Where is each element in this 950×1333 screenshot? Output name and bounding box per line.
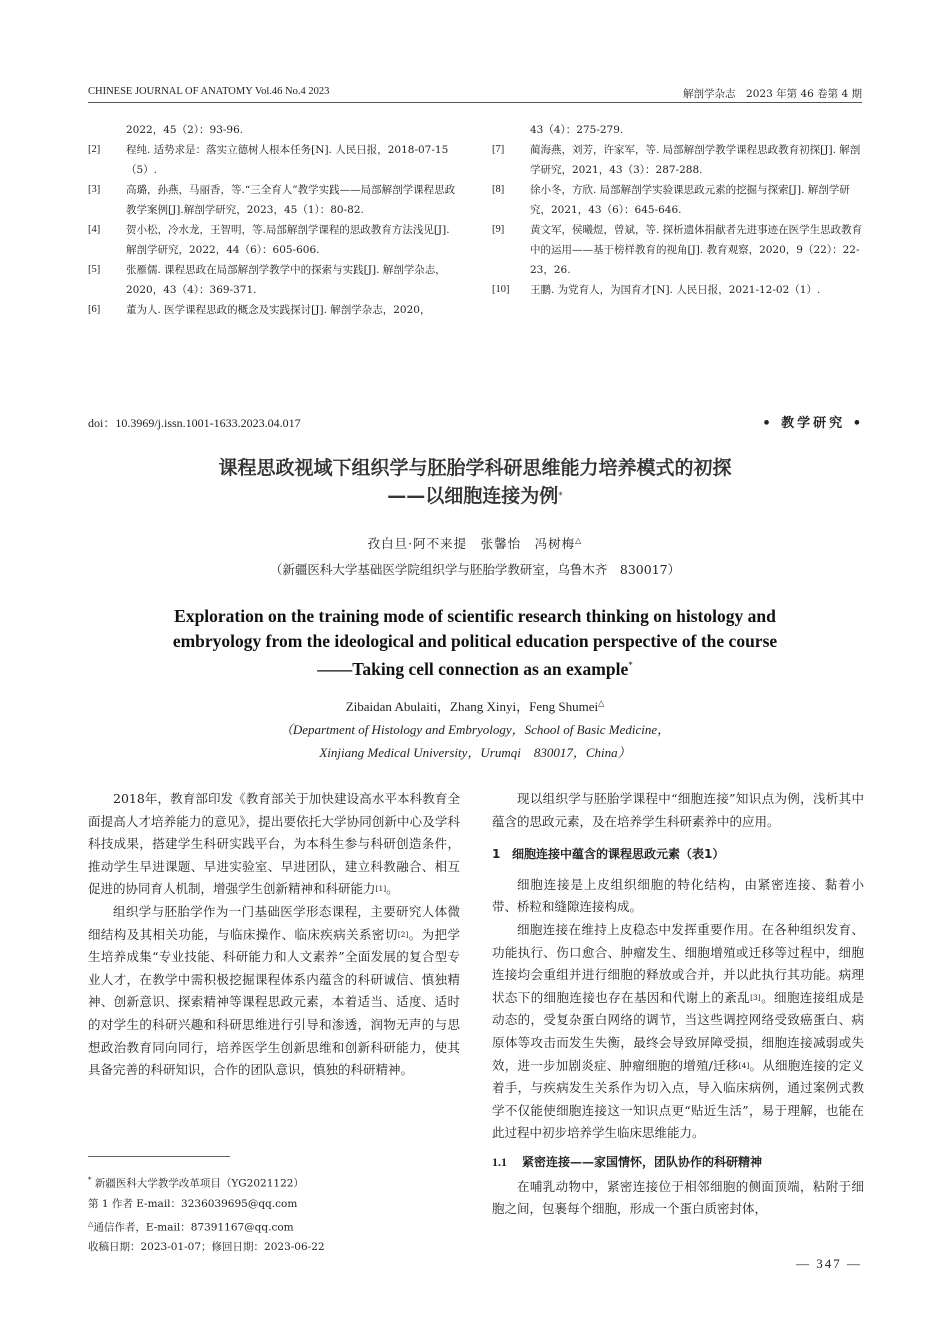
affiliation-chinese: （新疆医科大学基础医学院组织学与胚胎学教研室，乌鲁木齐 830017）: [269, 562, 681, 577]
citation: [3]: [750, 992, 761, 1002]
journal-name-en: CHINESE JOURNAL OF ANATOMY Vol.46 No.4 2023: [88, 86, 330, 97]
citation: [4]: [738, 1060, 750, 1070]
title-chinese: [0, 454, 950, 510]
references-left-column: [88, 120, 460, 320]
authors-chinese: 孜白旦·阿不来提 张馨怡 冯树梅△: [367, 535, 583, 551]
reference-item: [8] 徐小冬，方欣. 局部解剖学实验课思政元素的挖掘与探索[J]. 解剖学研究，2021，43（6）：645-646.: [492, 184, 850, 216]
paragraph: 在哺乳动物中，紧密连接位于相邻细胞的侧面顶端，粘附于细胞之间，包裹每个细胞，形成一个蛋白质密封体，: [492, 1178, 864, 1217]
paragraph: 组织学与胚胎学作为一门基础医学形态课程，主要研究人体微细结构及其相关功能，与临床操作、临床疾病关系密切[2]。为把学生培养成集“专业技能、科研能力和人文素养”全面发展的复合型专业人才，在教学中需积极挖掘课程体系内蕴含的科研诚信、慎独精神、创新意识、探索精神等课程思政元素，本着适当、适度、适时的对学生的科研兴趣和科研思维进行引导和渗透，润物无声的与思想政治教育同向同行，培养医学生创新思维和创新科研能力，使其具备完善的科研知识，合作的团队意识，慎独的科研精神。: [88, 903, 460, 1078]
reference-item: [6] 董为人. 医学课程思政的概念及实践探讨[J]. 解剖学杂志，2020，: [88, 304, 431, 316]
reference-item: 43（4）：275-279.: [530, 124, 624, 136]
column-tag: • 教学研究 •: [762, 416, 864, 431]
fund-marker: *: [558, 491, 563, 501]
wave-ornament-icon: [88, 391, 864, 392]
citation: [2]: [397, 929, 409, 939]
reference-item: [4] 贺小松，冷水龙，王智明，等.局部解剖学课程的思政教育方法浅见[J].解剖学研究，2022，44（6）：605-606.: [88, 224, 450, 256]
subsection-heading: 1.1 紧密连接——家国情怀，团队协作的科研精神: [492, 1154, 763, 1169]
reference-item: 2022，45（2）：93-96.: [126, 124, 244, 136]
citation: [1]: [375, 884, 387, 894]
footnote-fund: * 新疆医科大学教学改革项目（YG2021122）: [88, 1176, 304, 1190]
reference-item: [9] 黄文军，侯曦煜，曾斌，等. 探析遗体捐献者先进事迹在医学生思政教育中的运用——基于榜样教育的视角[J]. 教育观察，2020，9（22）：22-23，26.: [492, 224, 863, 276]
title-en-line: embryology from the ideological and political education perspective of the course: [172, 630, 778, 651]
reference-item: [2] 程纯. 适势求是：落实立德树人根本任务[N]. 人民日报，2018-07-15（5）.: [88, 144, 449, 176]
reference-item: [7] 蔺海燕，刘芳，许家军，等. 局部解剖学教学课程思政教育初探[J]. 解剖学研究，2021，43（3）：287-288.: [492, 144, 861, 176]
section-heading: 1 细胞连接中蕴含的课程思政元素（表1）: [492, 847, 725, 862]
page-number: — 347 —: [796, 1256, 862, 1271]
doi: doi：10.3969/j.issn.1001-1633.2023.04.017: [88, 416, 301, 430]
footnotes: [88, 1170, 460, 1257]
footnote-first-author: 第 1 作者 E-mail：3236039695@qq.com: [88, 1197, 298, 1210]
title-en-line: Exploration on the training mode of scientific research thinking on histology and: [174, 606, 776, 626]
paragraph: 2018年，教育部印发《教育部关于加快建设高水平本科教育全面提高人才培养能力的意见》，提出要依托大学协同创新中心及学科科技成果，搭建学生科研实践平台，为本科生参与科研创造条件，推动学生早进课题、早进实验室、早进团队，建立科教融合、相互促进的协同育人机制，增强学生创新精神和科研能力[1]。: [88, 791, 460, 897]
title-cn-line: 课程思政视域下组织学与胚胎学科研思维能力培养模式的初探: [218, 457, 732, 479]
affiliation-english: （Department of Histology and Embryology，School of Basic Medicine， Xinjiang Medical University，Urumqi 830017，China）: [279, 722, 671, 760]
journal-issue-cn: 解剖学杂志 2023 年第 46 卷第 4 期: [683, 88, 862, 100]
reference-item: [3] 高璐，孙燕，马丽香，等.“三全育人”教学实践——局部解剖学课程思政教学案例[J].解剖学研究，2023，45（1）：80-82.: [88, 184, 456, 216]
running-header: [88, 84, 862, 103]
corresponding-marker: △: [575, 535, 583, 545]
paragraph: 现以组织学与胚胎学课程中“细胞连接”知识点为例，浅析其中蕴含的思政元素，及在培养学生科研素养中的应用。: [492, 791, 864, 829]
body-right-column: [492, 788, 864, 1221]
reference-item: [10] 王鹏. 为党育人，为国育才[N]. 人民日报，2021-12-02（1）.: [492, 284, 821, 296]
references-right-column: [492, 120, 864, 300]
paragraph: 细胞连接是上皮组织细胞的特化结构，由紧密连接、黏着小带、桥粒和缝隙连接构成。: [492, 876, 864, 915]
title-cn-subtitle: ——以细胞连接为例*: [387, 485, 563, 507]
body-left-column: [88, 788, 460, 1082]
reference-item: [5] 张雁儒. 课程思政在局部解剖学教学中的探索与实践[J]. 解剖学杂志，2020，43（4）：369-371.: [88, 264, 446, 296]
footnote-corresponding: △通信作者，E-mail：87391167@qq.com: [88, 1219, 294, 1233]
footnote-rule: [88, 1156, 230, 1157]
authors-english: Zibaidan Abulaiti，Zhang Xinyi，Feng Shumei△: [345, 698, 605, 714]
paragraph: 细胞连接在维持上皮稳态中发挥重要作用。在各种组织发育、功能执行、伤口愈合、肿瘤发生、细胞增殖或迁移等过程中，细胞连接均会重组并进行细胞的释放或合并，并以此执行其功能。病理状态下的细胞连接也存在基因和代谢上的紊乱[3]。细胞连接组成是动态的，受复杂蛋白网络的调节，当这些调控网络受致癌蛋白、病原体等攻击而发生失衡，最终会导致屏障受损，细胞连接减弱或失效，进一步加剧炎症、肿瘤细胞的增殖/迁移[4]。从细胞连接的定义着手，与疾病发生关系作为切入点，导入临床病例，通过案例式教学不仅能使细胞连接这一知识点更“贴近生活”，易于理解，也能在此过程中初步培养学生临床思维能力。: [492, 921, 864, 1141]
title-en-line: ——Taking cell connection as an example*: [317, 658, 633, 679]
footnote-dates: 收稿日期：2023-01-07；修回日期：2023-06-22: [88, 1241, 325, 1253]
title-english: [0, 604, 950, 681]
decorative-wave-divider: [88, 384, 864, 392]
